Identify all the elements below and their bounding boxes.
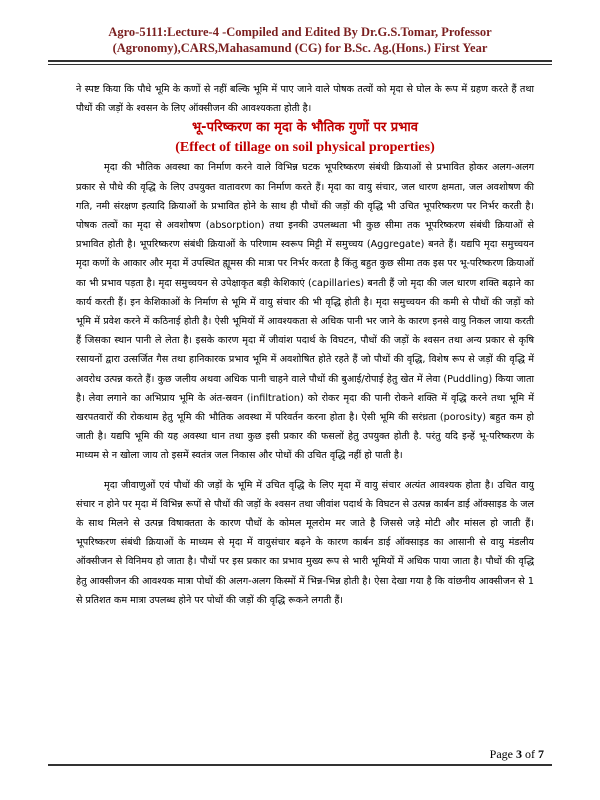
page-label: Page: [489, 747, 513, 761]
page-body: [76, 80, 534, 610]
page-total: 7: [538, 747, 544, 761]
document-header: [50, 24, 550, 56]
section-title-english: (Effect of tillage on soil physical properties): [175, 140, 435, 156]
page-number: [490, 747, 544, 762]
footer-rule: [48, 764, 552, 766]
body-paragraph-2: मृदा जीवाणुओं एवं पौधों की जड़ों के भूमि में उचित वृद्धि के लिए मृदा में वायु संचार अत्यंत आवश्यक होता है। उचित वायु संचार न होने पर मृदा में विभिन्न रूपों से पौधों की जड़ों के श्वसन तथा जीवांश पदार्थ के विघटन से उत्पन्न कार्बन डाई ऑक्साइड के जल के साथ मिलने से उत्पन्न विषाक्तता के कारण पौधों के कोमल मूलरोम मर जाते है जिससे जड़े मोटी और मांसल हो जाती हैं। भूपरिष्करण संबंधी क्रियाओं के माध्यम से मृदा में वायुसंचार बढ़ने के कारण कार्बन डाई ऑक्साइड का आसानी से वायु मंडलीय ऑक्सीजन से विनिमय हो जाता है। पौधों पर इस प्रकार का प्रभाव मुख्य रूप से भारी भूमियों में अधिक पाया जाता है। पौधों की वृद्धि हेतु आक्सीजन की आवश्यक मात्रा पोधों की अलग-अलग किस्मों में भिन्न-भिन्न होती है। ऐसा देखा गया है कि वांछनीय आक्सीजन से 1 से प्रतिशत कम मात्रा उपलब्ध होने पर पोधों की जड़ों की वृद्धि रूकने लगती हैं।: [76, 479, 534, 606]
intro-paragraph: ने स्पष्ट किया कि पौधे भूमि के कणों से नहीं बल्कि भूमि में पाए जाने वाले पोषक तत्वों को मृदा से घोल के रूप में ग्रहण करते हैं तथा पौधों की जड़ों के श्वसन के लिए ऑक्सीजन की आवश्यकता होती है।: [76, 84, 534, 115]
header-rule-thick: [48, 60, 552, 62]
header-line-1: Agro-5111:Lecture-4 -Compiled and Edited By Dr.G.S.Tomar, Professor: [108, 25, 492, 39]
header-rule-thin: [48, 64, 552, 65]
of-label: of: [525, 747, 535, 761]
section-title-hindi: भू-परिष्करण का मृदा के भौतिक गुणों पर प्रभाव: [192, 120, 418, 136]
body-paragraph-1: मृदा की भौतिक अवस्था का निर्माण करने वाले विभिन्न घटक भूपरिष्करण संबंधी क्रियाओं से प्रभावित होकर अलग-अलग प्रकार से पौधे की वृद्धि के लिए उपयुक्त वातावरण का निर्माण करते हैं। मृदा का वायु संचार, जल धारण क्षमता, जल अवशोषण की गति, नमी संरक्षण इत्यादि क्रियाओं के प्रभावित होने के साथ ही पौधों की जड़ों की वृद्धि भी उचित भूपरिष्करण पर निर्भर करती है। पोषक तत्वों का मृदा से अवशोषण (absorption) तथा इनकी उपलब्धता भी कुछ सीमा तक भूपरिष्करण संबंधी क्रियाओं से प्रभावित होती है। भूपरिष्करण संबंधी क्रियाओं के परिणाम स्वरूप मिट्टी में समुच्चय (Aggregate) बनते हैं। यद्यपि मृदा समुच्चयन मृदा कणों के आकार और मृदा में उपस्थित ह्यूमस की मात्रा पर निर्भर करता है किंतु बहुत कुछ सीमा तक इस पर भू-परिष्करण क्रियाओं का भी प्रभाव पड़ता है। मृदा समुच्चयन से उपेक्षाकृत बड़ी केशिकाएं (capillaries) बनती हैं जो मृदा की जल धारण शक्ति बढ़ाने का कार्य करती हैं। इन केशिकाओं के निर्माण से भूमि में वायु संचार की भी वृद्धि होती है। मृदा समुच्चयन की कमी से पौधों की जड़ों को भूमि में प्रवेश करने में कठिनाई होती है। ऐसी भूमियों में आवश्यकता से अधिक पानी भर जाने के कारण इनसे वायु निकल जाया करती हैं जिसका स्थान पानी ले लेता है। इसके कारण मृदा में जीवांश पदार्थ के विघटन, पौधों की जड़ों के श्वसन तथा अन्य प्रकार से कृषि रसायनों द्वारा उत्सर्जित गैस तथा हानिकारक प्रभाव भूमि में अवशोषित होते रहते हैं जो पौधों की वृद्धि, विशेष रूप से जड़ों की वृद्धि में अवरोध उत्पन्न करते हैं। कुछ जलीय अथवा अधिक पानी चाहने वाले पौधों की बुआई/रोपाई हेतु खेत में लेवा (Puddling) किया जाता है। लेवा लगाने का अभिप्राय भूमि के अंत-स्रवन (infiltration) को रोकर मृदा की पानी रोकने शक्ति में वृद्धि करने तथा भूमि में खरपतवारों की रोकथाम हेतु भूमि की भौतिक अवस्था में परिवर्तन करना होता है। ऐसी भूमि की सरंध्रता (porosity) बहुत कम हो जाती है। यद्यपि भूमि की यह अवस्था धान तथा कुछ इसी प्रकार की फसलों हेतु उपयुक्त होती है. परंतु यदि इन्हें भू-परिष्करण के माध्यम से न खोला जाय तो इसमें स्वतंत्र जल निकास और पोधों की उचित वृद्धि नहीं हो पाती है।: [76, 162, 535, 462]
header-line-2: (Agronomy),CARS,Mahasamund (CG) for B.Sc. Ag.(Hons.) First Year: [112, 41, 488, 55]
page-current: 3: [516, 747, 522, 761]
